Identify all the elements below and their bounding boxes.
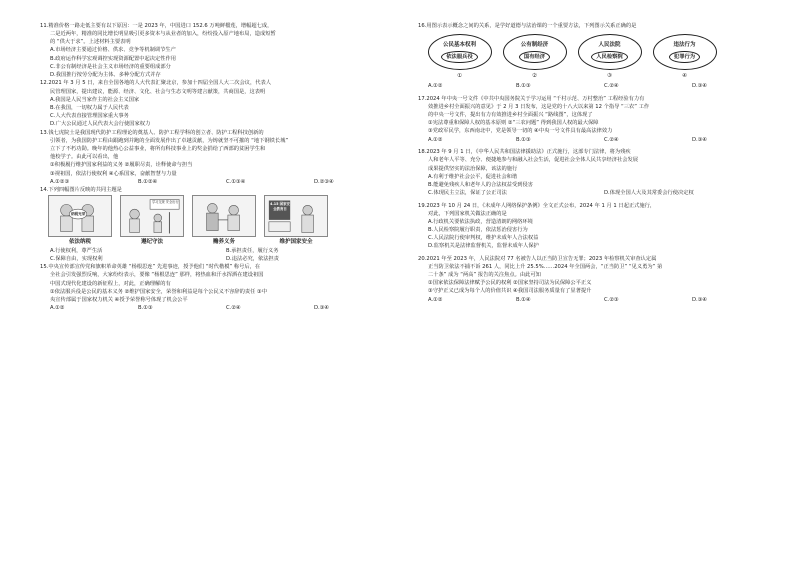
outer-concept: 公民基本权利: [442, 42, 476, 48]
comic-sign: 学习交规 安全出行: [152, 200, 179, 205]
q19-option-d[interactable]: D.监察机关是法律监督机关，监督未成年人保护: [428, 243, 539, 250]
q12-option-c[interactable]: C.人大代表直接管理国家重大事务: [50, 113, 129, 120]
comic-caption: 依法纳税: [68, 239, 91, 246]
q20-choice-a[interactable]: A.①②: [428, 296, 443, 303]
q15-line: 15.中央宣传部宣传党和旗帜革命英雄 “杨根思连” 先进事迹，授予他们 “时代楷模” 称号后，在: [40, 264, 261, 271]
q11-option-b[interactable]: B.政府运作科学宏观调控实现资源配置中起决定性作用: [50, 55, 177, 62]
comic-panel: [192, 195, 256, 246]
q19-line: 对此，下列国家机关做法正确的是: [428, 210, 507, 217]
comic-illustration: [120, 195, 184, 237]
q18-line: 人和老年人平等、充分、便捷地参与和融入社会生活，促进社会全体人民共享经济社会发展: [428, 157, 638, 164]
q15-choice-b[interactable]: B.①③: [138, 305, 153, 312]
outer-concept: 违法行为: [673, 42, 696, 48]
question-20: [418, 255, 780, 304]
q20-statement: ①国家依法保障法律赋予公民的权利 ②国家坚持司法为民保障公平正义: [428, 280, 592, 287]
q18-option-a[interactable]: A.有利于维护社会公平，促进社会和谐: [428, 173, 518, 180]
q14-comic-strip: [48, 195, 402, 246]
q17-choice-a[interactable]: A.①②: [428, 136, 443, 143]
comic-caption: 维护国家安全: [279, 239, 313, 246]
diagram-number: ③: [607, 73, 612, 80]
concept-diagram: [425, 34, 495, 80]
inner-concept: 人民检察院: [591, 51, 628, 63]
comic-panel: [264, 195, 328, 246]
q15-statement: 央宣传部属于国家权力机关 ④授予荣誉称号体现了机会公平: [50, 296, 188, 303]
q15-line: 中国式现代化建设的新征程上，对此，正确理解的有: [50, 280, 171, 287]
q15-line: 全社会引发强烈反响，大家纷纷表示，要像 “杨根思连” 那样，将热血和汗水挥洒在建设祖国: [50, 272, 264, 279]
concept-diagram: [575, 34, 645, 80]
outer-concept: 公有制经济: [520, 42, 549, 48]
q20-line: 正当防卫依法不捕不诉 261 人，同比上升 25.5%……2024 年全国两会，“正当防卫” “见义勇为” 第: [428, 264, 663, 270]
left-column: [40, 22, 402, 313]
q17-line: 效推进乡村全面振兴的意见》于 2 月 3 日发布，这是党的十八大以来第 12 个指导 “三农” 工作: [428, 104, 650, 111]
q16-choice-d[interactable]: D.③④: [692, 83, 708, 90]
q18-option-c[interactable]: C.体现民主立法，保证了公正司法: [428, 189, 507, 196]
q14-option-c[interactable]: C.保障自由，实现权利: [50, 255, 103, 262]
q20-line: 20.2021 年至 2023 年，人民法院对 77 名被告人以正当防卫宣告无罪；2023 年检察机关审查认定属: [418, 255, 657, 262]
q20-line: 二十条” 成为 “两高” 报告的关注焦点。由此可知: [428, 272, 541, 279]
q17-line: 17.2024 年中央一号文件《中共中央国务院关于学习运用 “千村示范、万村整治” 工程经验有力有: [418, 95, 645, 102]
q16-choice-a[interactable]: A.①②: [428, 83, 443, 90]
outer-concept: 人民法院: [598, 42, 621, 48]
question-18: [418, 148, 780, 197]
q12-option-d[interactable]: D.广大公民通过人民代表大会行使国家权力: [50, 121, 151, 128]
q18-option-b[interactable]: B.能避免残疾人和老年人的合法权益受到侵害: [428, 181, 534, 188]
comic-caption: 遵纪守法: [140, 239, 163, 246]
q13-line: 13.钱七虎院士是我国现代防护工程理论的奠基人、防护工程学科的创立者、防护工程科技创新的: [40, 129, 264, 136]
q17-statement: ①宪法尊重和保障人权的基本原则 ②“三农问题” 得到我国人权的最大保障: [428, 120, 599, 127]
q18-option-d[interactable]: D.体现全国人大及其常委会行使决定权: [604, 189, 694, 196]
q11-line: 的 “供大于求”。上述材料主要表明: [50, 39, 131, 46]
q18-options-row: [418, 189, 780, 197]
comic-illustration: [264, 195, 328, 237]
q13-line: 引领者，为我国防护工程由跟跑到并跑的全面发展作出了卓越贡献，为铸就坚不可摧的 “地下钢铁长城”: [50, 137, 289, 144]
q16-diagrams: [422, 34, 722, 80]
outer-oval: [653, 34, 717, 70]
outer-oval: [428, 34, 492, 70]
q17-line: 的中央一号文件，提出有力有效推进乡村全面振兴 “路线图”，这体现了: [428, 112, 593, 119]
q12-line: 民管理国家，提出建议，能源、经济、文化、社会与生态文明等建言献策，共商国是，这表明: [50, 88, 266, 95]
question-13: [40, 129, 402, 186]
q13-choice-c[interactable]: C.①③④: [226, 178, 246, 185]
q13-line: 立下了不朽功勋。晚年的他热心公益事业，将所有科技事业上的奖金捐给了西部的贫困学生和: [50, 146, 266, 153]
diagram-number: ①: [457, 73, 462, 80]
q12-option-b[interactable]: B.在我国，一切权力属于人民代表: [50, 104, 129, 111]
q17-choice-b[interactable]: B.①③: [516, 136, 531, 143]
q15-choice-a[interactable]: A.①②: [50, 305, 65, 312]
q13-statement: ①积极履行维护国家利益的义务 ②履职尽责，诠释使命与担当: [50, 162, 193, 169]
inner-concept: 依法服兵役: [441, 51, 478, 63]
outer-oval: [503, 34, 567, 70]
right-column: [418, 22, 780, 304]
q14-option-a[interactable]: A.行使权利，尊严生活: [50, 247, 103, 254]
question-16: [418, 22, 780, 90]
comic-illustration: [192, 195, 256, 237]
q17-choices: [418, 136, 780, 144]
comic-panel: [120, 195, 184, 246]
q20-choice-d[interactable]: D.③④: [692, 296, 708, 303]
q14-options-row: [40, 255, 402, 263]
comic-sign: 4.15 国家安全教育日: [270, 202, 290, 211]
diagram-number: ②: [532, 73, 537, 80]
q17-choice-c[interactable]: C.②④: [604, 136, 619, 143]
inner-concept: 国有经济: [519, 51, 550, 63]
q20-choices: [418, 296, 780, 304]
q15-choice-d[interactable]: D.③④: [314, 305, 330, 312]
question-15: [40, 263, 402, 312]
q20-choice-c[interactable]: C.②③: [604, 296, 619, 303]
diagram-number: ④: [682, 73, 687, 80]
question-19: [418, 202, 780, 251]
q17-choice-d[interactable]: D.③④: [692, 136, 708, 143]
inner-concept: 犯罪行为: [669, 51, 700, 63]
q14-option-d[interactable]: D.违法必究，依法担责: [226, 255, 279, 262]
q11-option-d[interactable]: D.我国推行按劳分配为主体、多种分配方式并存: [50, 71, 161, 78]
concept-diagram: [650, 34, 720, 80]
q16-choice-b[interactable]: B.①③: [516, 83, 531, 90]
question-14: [40, 186, 402, 263]
q14-options-row: [40, 247, 402, 255]
q19-line: 19.2023 年 10 月 24 日，《未成年人网络保护条例》全文正式公布，2024 年 1 月 1 日起正式施行，: [418, 202, 656, 209]
q19-option-b[interactable]: B.人民检察院履行职责，依法惩治侵害行为: [428, 226, 528, 233]
q13-choice-a[interactable]: A.①②③: [50, 178, 70, 185]
comic-sign: 纳税光荣: [71, 212, 86, 217]
q16-choice-c[interactable]: C.②④: [604, 83, 619, 90]
comic-caption: 赡养义务: [212, 239, 235, 246]
q20-statement: ③守护正义已成为每个人的价值共识 ④我国司法服务质量有了显著提升: [428, 288, 592, 295]
q11-option-c[interactable]: C.非公有制经济是社会主义市场经济的重要组成部分: [50, 63, 171, 70]
q19-option-a[interactable]: A.行政机关要依法执政，营造清朗的网络环境: [428, 218, 533, 225]
comic-panel: [48, 195, 112, 246]
q18-line: 18.2023 年 9 月 1 日，《中华人民共和国法律援助法》正式施行，这部专门法律，将为残疾: [418, 149, 631, 156]
q12-option-a[interactable]: A.我国是人民当家作主的社会主义国家: [50, 96, 140, 103]
q17-statement: ③党政军民学，东西南北中，党是领导一切的 ④中央一号文件具有最高法律效力: [428, 128, 613, 135]
q13-choices: [40, 178, 402, 186]
q11-line: 11.精准价格一路走低主要有以下原因：一是 2023 年，中国进口 152.6 万吨鲜榴莲，增幅超七成，: [40, 23, 273, 29]
q13-choice-b[interactable]: B.①②④: [138, 178, 158, 185]
q15-choice-c[interactable]: C.②④: [226, 305, 241, 312]
q16-choices: [418, 82, 780, 90]
q19-option-c[interactable]: C.人民法院行使审判权，维护未成年人合法权益: [428, 235, 539, 242]
question-17: [418, 95, 780, 144]
q14-title: 14.下列四幅图片反映的共同主题是: [40, 187, 122, 194]
outer-oval: [578, 34, 642, 70]
q11-option-a[interactable]: A.市场经济主要通过价格、供求、竞争等机制调节生产: [50, 47, 176, 54]
question-12: [40, 79, 402, 128]
q16-title: 16.用图示表示概念之间的关系，是学好道德与法治课的一个重要方法，下列图示关系正确的是: [418, 23, 637, 29]
q14-option-b[interactable]: B.承担责任，履行义务: [226, 247, 279, 254]
q13-statement: ③视祖国，依法行使权利 ④心系国家，奋献智慧与力量: [50, 170, 177, 177]
question-11: [40, 22, 402, 79]
q20-choice-b[interactable]: B.①④: [516, 296, 531, 303]
q15-statement: ①依法服兵役是公民的基本义务 ②维护国家安全，荣誉和利益是每个公民义不容辞的责任 ③中: [50, 288, 267, 295]
q13-line: 他校学子。由此可以看出，他: [50, 154, 119, 161]
concept-diagram: [500, 34, 570, 80]
q11-line: 二是近两年，精准的同比增长明显吸引更多资本与从业者的加入，纷纷投入原产地布局，造成短暂: [50, 31, 276, 38]
q18-line: 成果提供坚实的法治保障，该法的施行: [428, 165, 518, 172]
q15-choices: [40, 304, 402, 312]
q13-choice-d[interactable]: D.②③④: [314, 178, 334, 185]
q12-line: 12.2021 年 3 月 5 日，来自全国各地的人大代表汇聚北京，参加十四届全国人大二次会议，代表人: [40, 80, 271, 87]
comic-illustration: [48, 195, 112, 237]
